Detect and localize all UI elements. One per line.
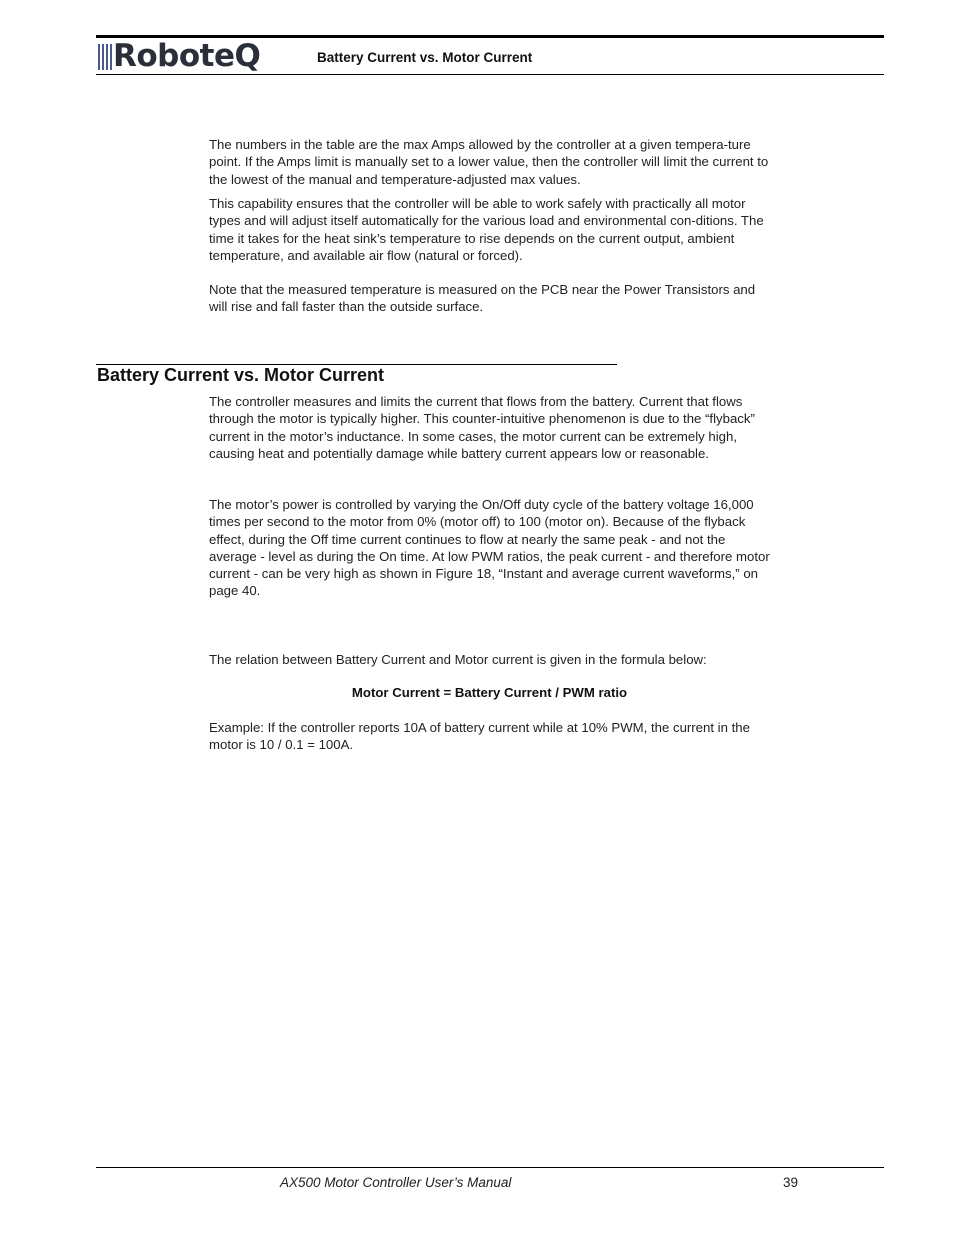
- footer-page-number: 39: [783, 1175, 799, 1190]
- section-text-4: Example: If the controller reports 10A of battery current while at 10% PWM, the current in the motor is 10 / 0.1 = 100A.: [209, 720, 750, 753]
- section-paragraph-1: [209, 393, 774, 462]
- intro-paragraph-1: [209, 136, 774, 188]
- section-paragraph-4: [209, 719, 774, 754]
- intro-text-2: This capability ensures that the controller will be able to work safely with practically all motor types and will adjust itself automatically for the various load and environmental con-ditions. The time it takes for the heat sink’s temperature to rise depends on the current output, ambient temperature, and available air flow (natural or forced).: [209, 196, 764, 263]
- section-text-3: The relation between Battery Current and Motor current is given in the formula below:: [209, 652, 707, 667]
- footer-rule: [96, 1167, 884, 1168]
- section-text-1: The controller measures and limits the current that flows from the battery. Current that flows through the motor is typically higher. This counter-intuitive phenomenon is due to the “flyback” current in the motor’s inductance. In some cases, the motor current can be extremely high, causing heat and potentially damage while battery current appears low or reasonable.: [209, 394, 755, 461]
- header-bottom-rule: [96, 74, 884, 75]
- intro-text-3: Note that the measured temperature is measured on the PCB near the Power Transistors and will rise and fall faster than the outside surface.: [209, 282, 756, 315]
- section-heading: Battery Current vs. Motor Current: [97, 365, 385, 385]
- intro-text-1: The numbers in the table are the max Amps allowed by the controller at a given tempera-ture point. If the Amps limit is manually set to a lower value, then the controller will limit the current to the lowest of the manual and temperature-adjusted max values.: [209, 137, 769, 187]
- section-paragraph-2: [209, 496, 774, 600]
- running-header-title: Battery Current vs. Motor Current: [317, 50, 533, 65]
- formula: Motor Current = Battery Current / PWM ratio: [351, 685, 628, 700]
- section-text-2: The motor’s power is controlled by varying the On/Off duty cycle of the battery voltage 16,000 times per second to the motor from 0% (motor off) to 100 (motor on). Because of the flyback effect, during the Off time current continues to flow at nearly the same peak - and not the average - level as during the On time. At low PWM ratios, the peak current - and therefore motor current - can be very high as shown in Figure 18, “Instant and average current waveforms,” on page 40.: [209, 497, 770, 599]
- intro-paragraph-3: [209, 281, 774, 316]
- section-paragraph-3: [209, 651, 774, 668]
- intro-paragraph-2: [209, 195, 774, 264]
- footer-manual-title: AX500 Motor Controller User’s Manual: [280, 1175, 512, 1190]
- roboteq-logo: [98, 40, 273, 74]
- logo-wordmark: RoboteQ: [113, 38, 261, 74]
